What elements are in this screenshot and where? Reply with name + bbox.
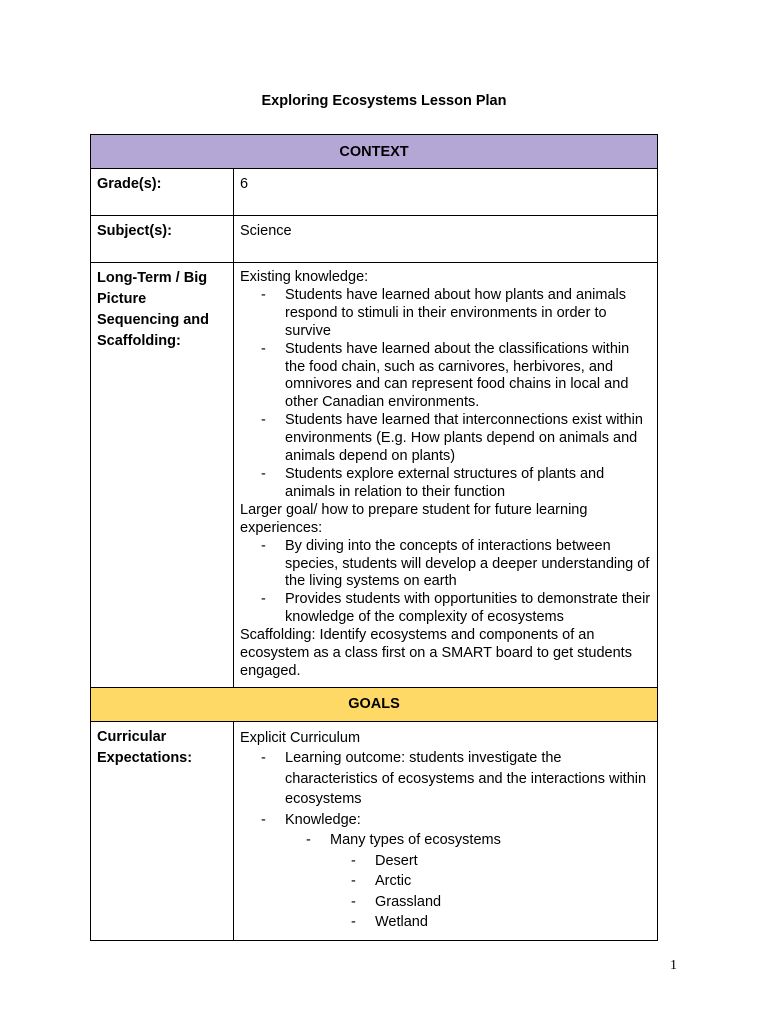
curricular-label: Curricular Expectations: [91, 721, 234, 940]
knowledge-list [285, 830, 651, 933]
long-term-content [234, 263, 658, 688]
existing-knowledge-heading: Existing knowledge: [240, 269, 369, 285]
list-item: - Desert [330, 851, 651, 872]
list-item: - Wetland [330, 912, 651, 933]
list-item: - Students have learned that interconnections exist within environments (E.g. How plants depend on animals and animals depend on plants) [240, 412, 651, 466]
scaffolding-text: Scaffolding: Identify ecosystems and components of an ecosystem as a class first on a SMART board to get students engaged. [240, 627, 632, 679]
knowledge-heading: Knowledge: [285, 811, 361, 828]
list-item [240, 810, 651, 933]
goals-section-header: GOALS [91, 687, 658, 721]
ecosystem-types-list [330, 851, 651, 933]
long-term-label: Long-Term / Big Picture Sequencing and Scaffolding: [91, 263, 234, 688]
list-item: - Learning outcome: students investigate the characteristics of ecosystems and the interactions within ecosystems [240, 748, 651, 810]
list-item: - Students have learned about the classifications within the food chain, such as carnivores, herbivores, and omnivores and can represent food chains in local and other Canadian environments. [240, 341, 651, 413]
subject-label: Subject(s): [91, 216, 234, 263]
ecosystem-types-heading: Many types of ecosystems [330, 832, 501, 849]
list-item: - Arctic [330, 871, 651, 892]
list-item: - Students have learned about how plants and animals respond to stimuli in their environments in order to survive [240, 287, 651, 341]
list-item: - By diving into the concepts of interactions between species, students will develop a deeper understanding of the living systems on earth [240, 538, 651, 592]
grade-value: 6 [234, 169, 658, 216]
larger-goal-list [240, 538, 651, 628]
document-title: Exploring Ecosystems Lesson Plan [261, 93, 507, 109]
context-section-header: CONTEXT [91, 135, 658, 169]
list-item [285, 830, 651, 933]
lesson-plan-table [90, 134, 658, 941]
subject-value: Science [234, 216, 658, 263]
list-item: - Provides students with opportunities to demonstrate their knowledge of the complexity of ecosystems [240, 591, 651, 627]
list-item: - Grassland [330, 892, 651, 913]
list-item: - Students explore external structures of plants and animals in relation to their function [240, 466, 651, 502]
explicit-curriculum-heading: Explicit Curriculum [240, 729, 361, 746]
page-number: 1 [670, 958, 677, 973]
larger-goal-heading: Larger goal/ how to prepare student for future learning experiences: [240, 501, 588, 536]
grade-label: Grade(s): [91, 169, 234, 216]
existing-knowledge-list [240, 287, 651, 502]
curriculum-list [240, 748, 651, 933]
curricular-content [234, 721, 658, 940]
